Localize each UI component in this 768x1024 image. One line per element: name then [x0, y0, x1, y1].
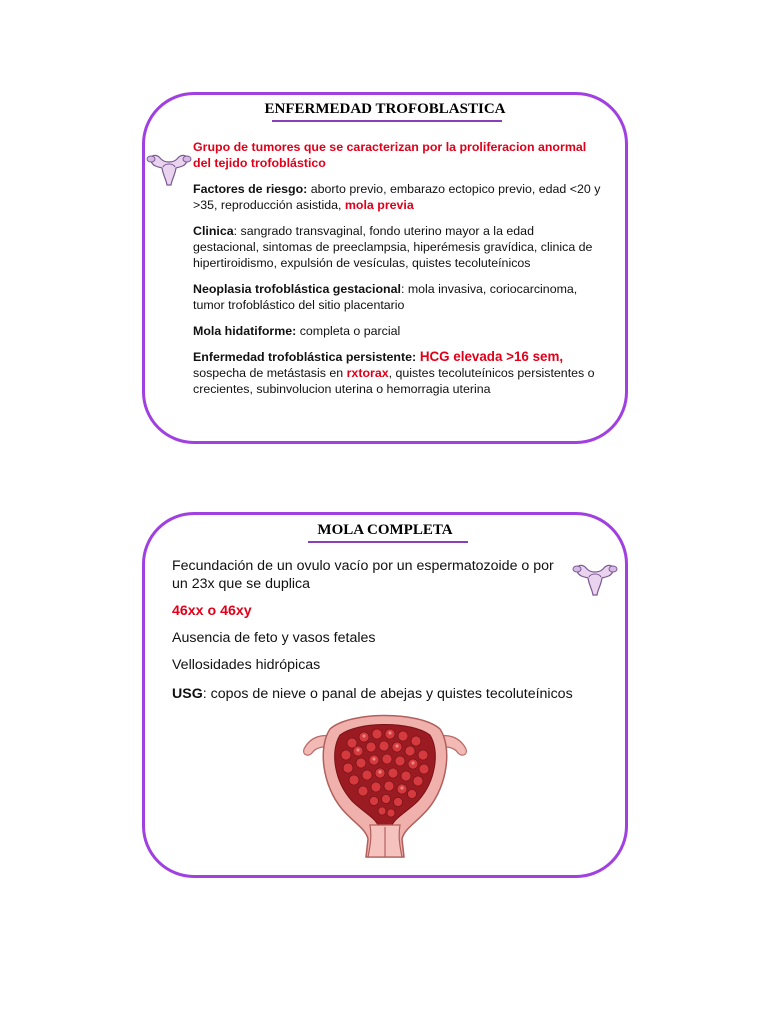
card-enfermedad-trofoblastica [142, 92, 628, 444]
clinica-label: Clinica [193, 224, 234, 238]
title-underline [272, 120, 502, 122]
card2-content [172, 557, 572, 683]
intro-text: Grupo de tumores que se caracterizan por la proliferacion anormal del tejido trofoblástico [193, 140, 587, 170]
persistente-text-b: , quistes tecoluteínicos persistentes o crecientes, subinvolucion uterina o hemorragia uterina [193, 366, 595, 396]
mola-label: Mola hidatiforme: [193, 324, 297, 338]
riesgo-paragraph [193, 181, 603, 213]
usg-paragraph [172, 685, 612, 703]
uterus-icon [569, 561, 621, 599]
mola-text: completa o parcial [296, 324, 401, 338]
card-mola-completa [142, 512, 628, 878]
neoplasia-label: Neoplasia trofoblástica gestacional [193, 282, 401, 296]
card-title: ENFERMEDAD TROFOBLASTICA [264, 101, 506, 117]
molar-uterus-illustration [300, 707, 470, 863]
usg-text: : copos de nieve o panal de abejas y quistes tecoluteínicos [202, 686, 573, 702]
persistente-label: Enfermedad trofoblástica persistente: [193, 350, 417, 364]
neoplasia-paragraph [193, 281, 603, 313]
mola-paragraph [193, 323, 603, 339]
riesgo-text: aborto previo, embarazo ectopico previo, edad <20 y >35, reproducción asistida, [193, 182, 601, 212]
persistente-paragraph [193, 349, 603, 397]
neoplasia-text: : mola invasiva, coriocarcinoma, tumor trofoblástico del sitio placentario [193, 282, 578, 312]
uterus-icon [145, 151, 193, 189]
ausencia-text: Ausencia de feto y vasos fetales [172, 630, 376, 646]
usg-label: USG [172, 686, 203, 702]
clinica-paragraph [193, 223, 603, 271]
riesgo-highlight: mola previa [344, 198, 414, 212]
cariotipo-text: 46xx o 46xy [172, 603, 252, 619]
vellosidades-text: Vellosidades hidrópicas [172, 657, 321, 673]
card1-content [193, 139, 603, 407]
riesgo-label: Factores de riesgo: [193, 182, 308, 196]
card-title: MOLA COMPLETA [317, 522, 453, 538]
persistente-highlight2: rxtorax [346, 366, 389, 380]
fecundacion-text: Fecundación de un ovulo vacío por un espermatozoide o por un 23x que se duplica [172, 558, 554, 592]
persistente-text-a: sospecha de metástasis en [193, 366, 347, 380]
title-underline [308, 541, 468, 543]
persistente-highlight: HCG elevada >16 sem, [416, 349, 564, 364]
clinica-text: : sangrado transvaginal, fondo uterino mayor a la edad gestacional, sintomas de preeclampsia, hiperémesis gravídica, clinica de hipertiroidismo, expulsión de vesículas, quistes tecoluteínicos [193, 224, 593, 270]
